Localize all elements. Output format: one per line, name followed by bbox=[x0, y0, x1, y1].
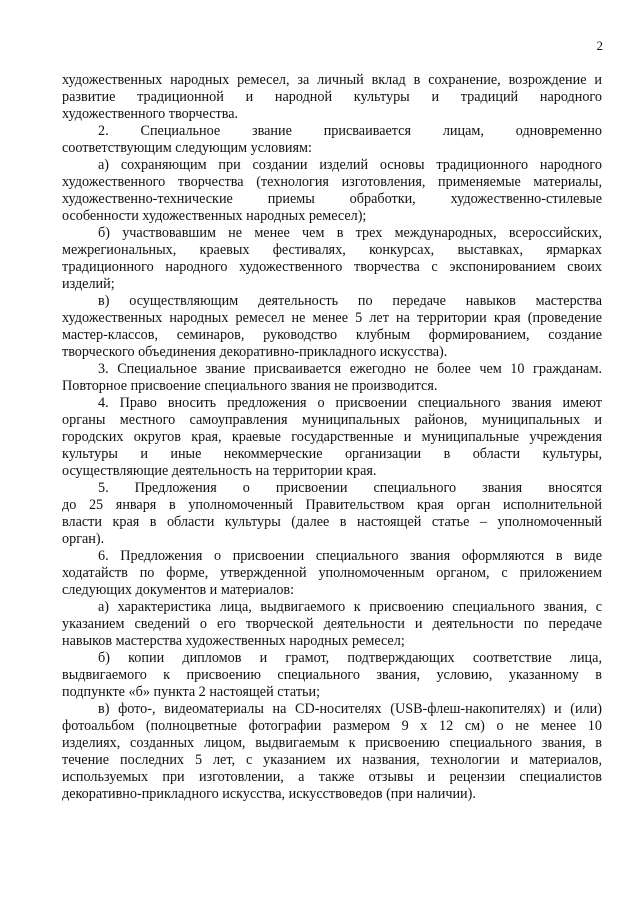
text-line: 5. Предложения о присвоении специального звания вносятся bbox=[98, 480, 602, 496]
text-line: мастер-классов, семинаров, руководство клубным формированием, создание bbox=[62, 327, 602, 343]
text-line: органы местного самоуправления муниципальных районов, муниципальных и bbox=[62, 412, 602, 428]
text-line: декоративно-прикладного искусства, искусствоведов (при наличии). bbox=[62, 786, 476, 802]
text-line: 4. Право вносить предложения о присвоении специального звания имеют bbox=[98, 395, 602, 411]
text-line: соответствующим следующим условиям: bbox=[62, 140, 312, 156]
text-line: навыков мастерства художественных народных ремесел; bbox=[62, 633, 405, 649]
text-line: художественного творчества. bbox=[62, 106, 239, 122]
text-line: 6. Предложения о присвоении специального звания оформляются в виде bbox=[98, 548, 602, 564]
document-body bbox=[62, 72, 602, 803]
text-line: в) фото-, видеоматериалы на CD-носителях (USB-флеш-накопителях) и (или) bbox=[98, 701, 602, 717]
text-line: развитие традиционной и народной культуры и традиций народного bbox=[62, 89, 602, 105]
text-line: используемых при изготовлении, а также отзывы и рецензии специалистов bbox=[62, 769, 602, 785]
text-line: культуры и иные некоммерческие организации в области культуры, bbox=[62, 446, 602, 462]
text-line: изделий; bbox=[62, 276, 115, 292]
text-line: следующих документов и материалов: bbox=[62, 582, 295, 598]
text-line: особенности художественных народных ремесел); bbox=[62, 208, 367, 224]
text-line: творческого объединения декоративно-прикладного искусства). bbox=[62, 344, 448, 360]
text-line: фотоальбом (полноцветные фотографии размером 9 х 12 см) о не менее 10 bbox=[62, 718, 602, 734]
text-line: до 25 января в уполномоченный Правительством края орган исполнительной bbox=[62, 497, 602, 513]
text-line: 3. Специальное звание присваивается ежегодно не более чем 10 гражданам. bbox=[98, 361, 602, 377]
text-line: в) осуществляющим деятельность по передаче навыков мастерства bbox=[98, 293, 602, 309]
text-line: течение последних 5 лет, с указанием их названия, технологии и материалов, bbox=[62, 752, 602, 768]
text-line: власти края в области культуры (далее в настоящей статье – уполномоченный bbox=[62, 514, 602, 530]
text-line: традиционного народного художественного творчества с экспонированием своих bbox=[62, 259, 602, 275]
text-line: 2. Специальное звание присваивается лицам, одновременно bbox=[98, 123, 602, 139]
text-line: городских округов края, краевые государственные и муниципальные учреждения bbox=[62, 429, 602, 445]
text-line: изделиях, созданных лицом, выдвигаемым к присвоению специального звания, в bbox=[62, 735, 602, 751]
text-line: орган). bbox=[62, 531, 105, 547]
text-line: а) сохраняющим при создании изделий основы традиционного народного bbox=[98, 157, 602, 173]
text-line: художественных народных ремесел не менее 5 лет на территории края (проведение bbox=[62, 310, 602, 326]
text-line: а) характеристика лица, выдвигаемого к присвоению специального звания, с bbox=[98, 599, 602, 615]
text-line: Повторное присвоение специального звания не производится. bbox=[62, 378, 438, 394]
text-line: подпункте «б» пункта 2 настоящей статьи; bbox=[62, 684, 321, 700]
text-line: выдвигаемого к присвоению специального звания, условию, указанному в bbox=[62, 667, 602, 683]
text-line: б) копии дипломов и грамот, подтверждающих соответствие лица, bbox=[98, 650, 602, 666]
text-line: указанием сведений о его творческой деятельности и деятельности по передаче bbox=[62, 616, 602, 632]
text-line: осуществляющие деятельность на территории края. bbox=[62, 463, 377, 479]
text-line: межрегиональных, краевых фестивалях, конкурсах, выставках, ярмарках bbox=[62, 242, 602, 258]
text-line: художественно-технические приемы обработки, художественно-стилевые bbox=[62, 191, 602, 207]
page-number: 2 bbox=[596, 38, 603, 53]
text-line: ходатайств по форме, утвержденной уполномоченным органом, с приложением bbox=[62, 565, 602, 581]
text-line: б) участвовавшим не менее чем в трех международных, всероссийских, bbox=[98, 225, 602, 241]
text-line: художественного творчества (технология изготовления, применяемые материалы, bbox=[62, 174, 602, 190]
text-line: художественных народных ремесел, за личный вклад в сохранение, возрождение и bbox=[62, 72, 602, 88]
